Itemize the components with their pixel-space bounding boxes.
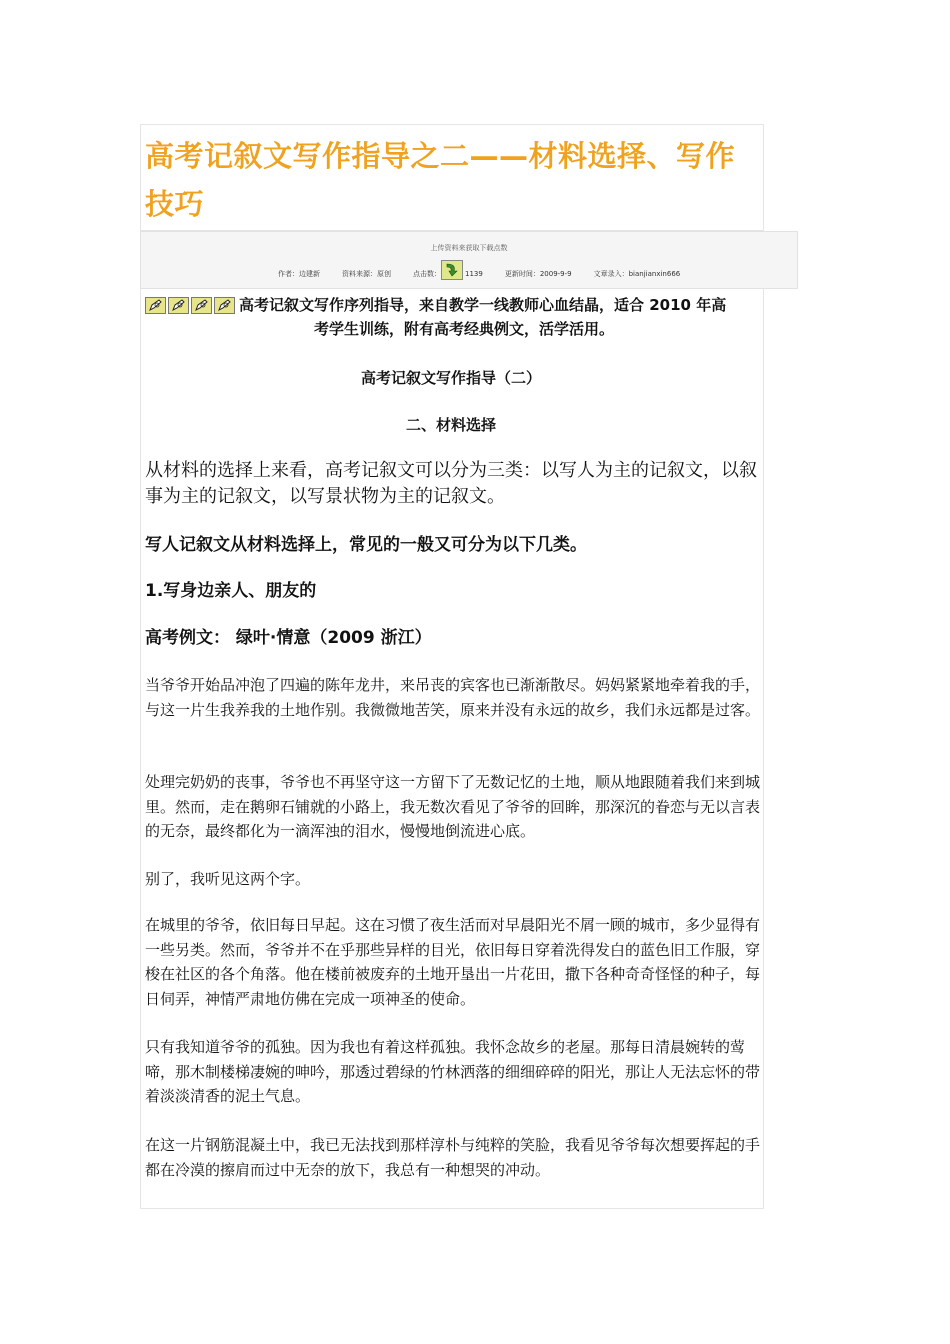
meta-source: 资料来源：原创 <box>342 270 391 278</box>
intro-line-1: 高考记叙文写作序列指导，来自教学一线教师心血结晶，适合 2010 年高 <box>239 296 727 314</box>
pencil-icon <box>214 297 235 314</box>
article-title: 高考记叙文写作指导之二——材料选择、写作技巧 <box>145 139 736 221</box>
pencil-icon <box>191 297 212 314</box>
meta-author: 作者：边建新 <box>278 270 320 278</box>
overview-paragraph: 从材料的选择上来看，高考记叙文可以分为三类：以写人为主的记叙文，以叙事为主的记叙文，以写景状物为主的记叙文。 <box>145 460 757 507</box>
series-heading: 高考记叙文写作指导（二） <box>360 369 541 387</box>
body-paragraph: 只有我知道爷爷的孤独。因为我也有着这样孤独。我怀念故乡的老屋。那每日清晨婉转的莺啼，那木制楼梯凄婉的呻吟，那透过碧绿的竹林洒落的细细碎碎的阳光，那让人无法忘怀的带着淡淡清香的泥土气息。 <box>145 1038 761 1105</box>
body-paragraph: 处理完奶奶的丧事，爷爷也不再坚守这一方留下了无数记忆的土地，顺从地跟随着我们来到城里。然而，走在鹅卵石铺就的小路上，我无数次看见了爷爷的回眸，那深沉的眷恋与无以言表的无奈，最终都化为一滴浑浊的泪水，慢慢地倒流进心底。 <box>145 773 761 840</box>
meta-entered-by: 文章录入：bianjianxin666 <box>593 270 681 278</box>
people-subheading: 写人记叙文从材料选择上，常见的一般又可分为以下几类。 <box>145 535 587 555</box>
hits-arrow-icon <box>441 260 463 280</box>
meta-line <box>278 260 702 280</box>
pencil-icon <box>145 297 166 314</box>
meta-hits-label: 点击数： <box>413 270 441 278</box>
body-paragraph: 在城里的爷爷，依旧每日早起。这在习惯了夜生活而对早晨阳光不屑一顾的城市，多少显得有一些另类。然而，爷爷并不在乎那些异样的目光，依旧每日穿着洗得发白的蓝色旧工作服，穿梭在社区的各个角落。他在楼前被废弃的土地开垦出一片花田，撒下各种奇奇怪怪的种子，每日伺弄，神情严肃地仿佛在完成一项神圣的使命。 <box>145 916 761 1008</box>
body-paragraph: 当爷爷开始品冲泡了四遍的陈年龙井，来吊丧的宾客也已渐渐散尽。妈妈紧紧地牵着我的手，与这一片生我养我的土地作别。我微微地苦笑，原来并没有永远的故乡，我们永远都是过客。 <box>145 676 761 719</box>
item1-subheading: 1.写身边亲人、朋友的 <box>145 581 317 601</box>
intro-line-2: 考学生训练，附有高考经典例文，活学活用。 <box>313 320 614 338</box>
intro-icons <box>145 297 237 314</box>
meta-hits-value: 1139 <box>465 270 483 278</box>
pencil-icon <box>168 297 189 314</box>
body-paragraph: 在这一片钢筋混凝土中，我已无法找到那样淳朴与纯粹的笑脸，我看见爷爷每次想要挥起的手都在冷漠的擦肩而过中无奈的放下，我总有一种想哭的冲动。 <box>145 1136 761 1179</box>
example-subheading: 高考例文： 绿叶·情意（2009 浙江） <box>145 628 432 648</box>
meta-updated: 更新时间：2009-9-9 <box>504 270 572 278</box>
intro-block <box>145 293 763 341</box>
upload-note-link[interactable]: 上传资料来获取下载点数 <box>430 244 508 252</box>
article-meta-box <box>140 231 798 289</box>
body-paragraph: 别了，我听见这两个字。 <box>145 870 311 888</box>
section-heading: 二、材料选择 <box>405 416 496 434</box>
